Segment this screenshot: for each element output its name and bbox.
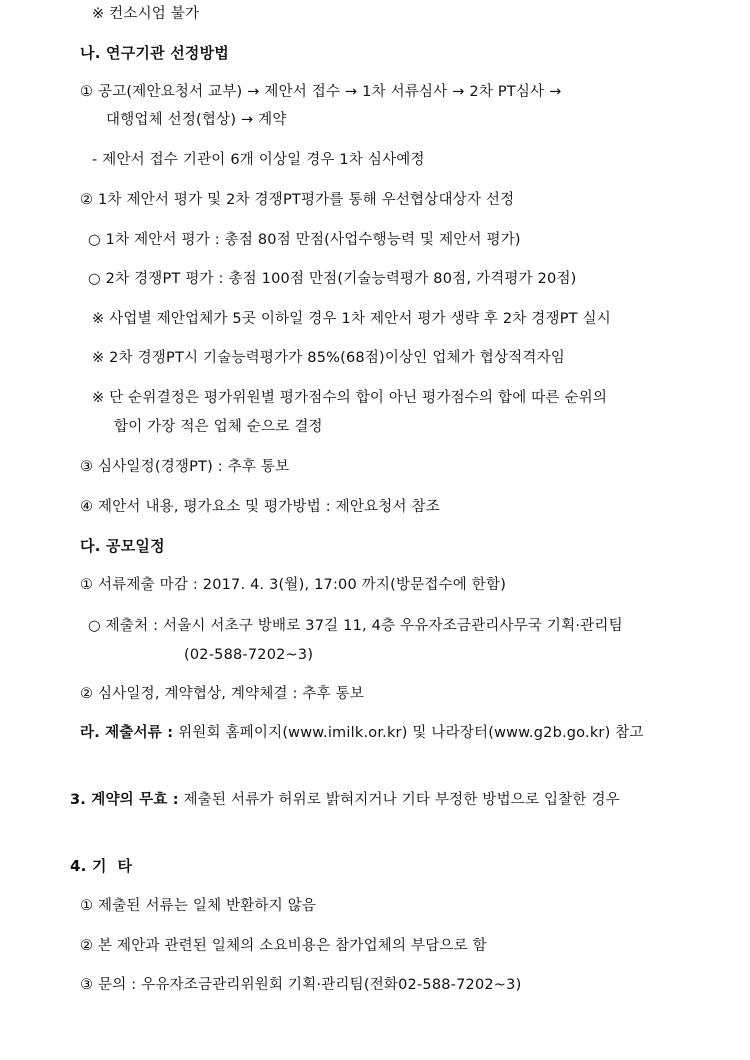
etc-item-3: ③ 문의 : 우유자조금관리위원회 기획·관리팀(전화02-588-7202~3) <box>80 977 522 993</box>
item-proposal-contents: ④ 제안서 내용, 평가요소 및 평가방법 : 제안요청서 참조 <box>80 499 440 515</box>
note-ranking: ※ 단 순위결정은 평가위원별 평가점수의 합이 아닌 평가점수의 합에 따른 순위의 <box>92 390 608 406</box>
item-deadline: ① 서류제출 마감 : 2017. 4. 3(월), 17:00 까지(방문접수에 한함) <box>80 577 507 593</box>
note-consortium: ※ 컨소시엄 불가 <box>92 6 200 22</box>
bullet-first-eval: ○ 1차 제안서 평가 : 총점 80점 만점(사업수행능력 및 제안서 평가) <box>88 232 521 248</box>
item-process-2: ② 1차 제안서 평가 및 2차 경쟁PT평가를 통해 우선협상대상자 선정 <box>80 192 515 208</box>
submission-phone: (02-588-7202~3) <box>184 647 314 663</box>
note-submission-count: - 제안서 접수 기관이 6개 이상일 경우 1차 심사예정 <box>92 152 425 168</box>
section-heading-selection-method: 나. 연구기관 선정방법 <box>80 44 229 62</box>
void-contract-label: 3. 계약의 무효 : <box>70 792 179 808</box>
void-contract-line <box>70 790 620 810</box>
section-heading-schedule: 다. 공모일정 <box>80 537 165 555</box>
item-process-1-cont: 대행업체 선정(협상) → 계약 <box>106 112 287 128</box>
note-skip-first-eval: ※ 사업별 제안업체가 5곳 이하일 경우 1차 제안서 평가 생략 후 2차 경쟁PT 실시 <box>92 311 611 327</box>
item-process-1: ① 공고(제안요청서 교부) → 제안서 접수 → 1차 서류심사 → 2차 PT심사 → <box>80 84 562 100</box>
submission-documents-text: 위원회 홈페이지(www.imilk.or.kr) 및 나라장터(www.g2b.go.kr) 참고 <box>178 725 644 741</box>
submission-documents-line <box>80 723 644 743</box>
section-heading-etc: 4. 기 타 <box>70 857 133 875</box>
etc-item-1: ① 제출된 서류는 일체 반환하지 않음 <box>80 898 317 914</box>
note-qualified: ※ 2차 경쟁PT시 기술능력평가가 85%(68점)이상인 업체가 협상적격자임 <box>92 350 565 366</box>
bullet-submission-place: ○ 제출처 : 서울시 서초구 방배로 37길 11, 4층 우유자조금관리사무국 기획·관리팀 <box>88 618 623 634</box>
item-review-schedule: ② 심사일정, 계약협상, 계약체결 : 추후 통보 <box>80 686 365 702</box>
item-schedule-pt: ③ 심사일정(경쟁PT) : 추후 통보 <box>80 459 290 475</box>
bullet-second-eval: ○ 2차 경쟁PT 평가 : 총점 100점 만점(기술능력평가 80점, 가격평가 20점) <box>88 271 577 287</box>
submission-documents-label: 라. 제출서류 : <box>80 725 174 741</box>
note-ranking-cont: 합이 가장 적은 업체 순으로 결정 <box>114 419 323 435</box>
etc-item-2: ② 본 제안과 관련된 일체의 소요비용은 참가업체의 부담으로 함 <box>80 938 487 954</box>
void-contract-text: 제출된 서류가 허위로 밝혀지거나 기타 부정한 방법으로 입찰한 경우 <box>183 792 620 808</box>
